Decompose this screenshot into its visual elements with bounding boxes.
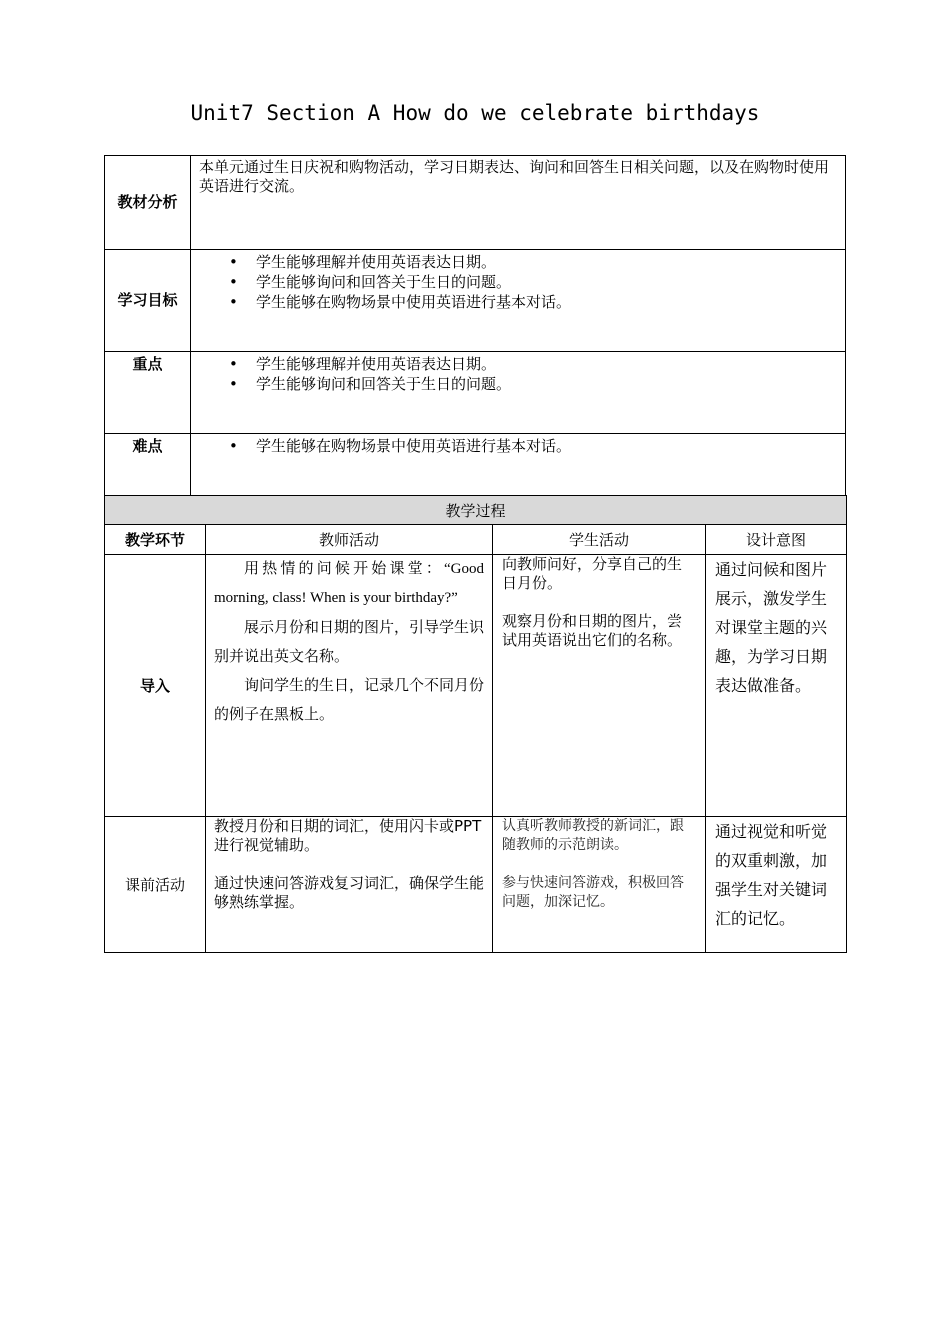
key-points-list [191,354,845,394]
list-item: • 学生能够询问和回答关于生日的问题。 [191,374,845,394]
teacher-text: 询问学生的生日，记录几个不同月份的例子在黑板上。 [214,676,485,724]
page-title: Unit7 Section A How do we celebrate birthdays [190,101,760,125]
student-text: 参与快速问答游戏，积极回答问题，加深记忆。 [502,874,684,910]
difficulties-cell [191,434,846,497]
teacher-text: 展示月份和日期的图片，引导学生识别并说出英文名称。 [214,618,485,666]
teacher-text: 用热情的问候开始课堂：“Good morning, class! When is your birthday?” [214,561,484,607]
design-text: 通过视觉和听觉的双重刺激，加强学生对关键词汇的记忆。 [715,821,828,928]
difficulties-list [191,436,845,456]
teacher-text: 教授月份和日期的词汇，使用闪卡或PPT 进行视觉辅助。 [214,816,482,854]
objectives-label: 学习目标 [105,250,191,352]
analysis-text: 本单元通过生日庆祝和购物活动，学习日期表达、询问和回答生日相关问题，以及在购物时使用英语进行交流。 [199,158,830,195]
key-points-cell [191,352,846,434]
objectives-row [105,250,846,352]
teacher-text: 通过快速问答游戏复习词汇，确保学生能够熟练掌握。 [214,873,485,911]
column-header: 设计意图 [706,525,847,555]
column-header: 学生活动 [493,525,706,555]
overview-table [104,155,846,497]
list-item: • 学生能够理解并使用英语表达日期。 [191,354,845,374]
student-text: 观察月份和日期的图片，尝试用英语说出它们的名称。 [502,612,683,650]
design-text: 通过问候和图片展示，激发学生对课堂主题的兴趣，为学习日期表达做准备。 [715,560,828,696]
difficulties-row [105,434,846,497]
list-item: • 学生能够询问和回答关于生日的问题。 [191,272,845,292]
table-row [105,816,847,952]
student-cell [493,555,706,817]
design-cell [706,555,847,817]
analysis-row [105,156,846,250]
student-text: 认真听教师教授的新词汇，跟随教师的示范朗读。 [502,817,684,853]
design-cell [706,816,847,952]
list-item: • 学生能够理解并使用英语表达日期。 [191,252,845,272]
process-table [104,495,847,953]
list-item: • 学生能够在购物场景中使用英语进行基本对话。 [191,436,845,456]
teacher-cell [206,555,493,817]
table-row [105,555,847,817]
objectives-cell [191,250,846,352]
difficulties-label: 难点 [105,434,191,497]
student-cell [493,816,706,952]
analysis-cell [191,156,846,250]
objectives-list [191,252,845,312]
process-header: 教学过程 [105,496,847,525]
list-item: • 学生能够在购物场景中使用英语进行基本对话。 [191,292,845,312]
process-header-row [105,496,847,525]
key-points-label: 重点 [105,352,191,434]
stage-label: 导入 [105,555,206,817]
key-points-row [105,352,846,434]
student-text: 向教师问好，分享自己的生日月份。 [502,555,683,593]
column-header-row [105,525,847,555]
analysis-label: 教材分析 [105,156,191,250]
stage-label: 课前活动 [105,816,206,952]
teacher-cell [206,816,493,952]
column-header: 教学环节 [105,525,206,555]
column-header: 教师活动 [206,525,493,555]
